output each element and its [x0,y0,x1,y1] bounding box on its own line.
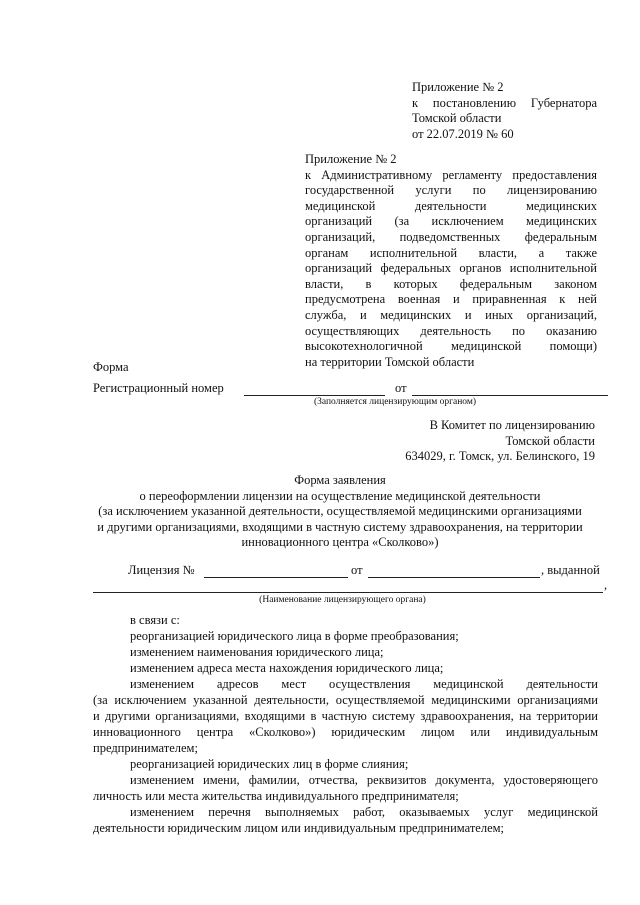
reglament-line: организаций федеральных органов исполнительной [305,261,597,276]
registration-date-field[interactable] [412,395,608,396]
license-issued-label: , выданной [541,563,600,577]
reasons-list [93,612,598,836]
reglament-line: органам исполнительной власти, а также [305,245,597,260]
header-appendix-line: к постановлению Губернатора [412,95,597,110]
addressee-line: В Комитет по лицензированию [429,418,595,432]
license-number-field[interactable] [204,577,348,578]
form-label: Форма [93,360,129,374]
reglament-line: медицинской деятельности медицинских [305,198,597,213]
registration-from-label: от [395,381,407,395]
reglament-line: предусмотрена военная и приравненная к ней [305,292,597,307]
form-title-line: инновационного центра «Сколково») [241,535,439,550]
reglament-line-last: на территории Томской области [305,354,475,369]
reglament-appendix [305,152,597,370]
form-title-line: о переоформлении лицензии на осуществление медицинской деятельности [139,488,541,503]
reglament-appendix-title: Приложение № 2 [305,152,397,166]
reglament-line: к Административному регламенту предоставления [305,167,597,182]
reasons-intro: в связи с: [130,613,180,627]
form-title [60,473,620,551]
reglament-line: высокотехнологичной медицинской помощи) [305,339,597,354]
reason-item: изменением перечня выполняемых работ, оказываемых услуг медицинской [130,805,598,819]
license-note: (Наименование лицензирующего органа) [259,595,426,605]
reglament-line: служба, и медицинских и иных организаций, [305,307,597,322]
reglament-line: государственной услуги по лицензированию [305,183,597,198]
registration-number-field[interactable] [244,395,385,396]
addressee-address: 634029, г. Томск, ул. Белинского, 19 [405,449,595,464]
reason-item-cont: деятельности юридическим лицом или индивидуальным предпринимателем; [93,821,505,835]
header-appendix-line: Томской области [412,111,502,126]
reason-item: изменением адреса места нахождения юридического лица; [130,661,444,675]
header-appendix [412,80,597,142]
reason-item-cont: личность или места жительства индивидуального предпринимателя; [93,789,459,803]
reason-item: изменением адресов мест осуществления медицинской деятельности [130,677,598,691]
license-comma: , [604,578,608,592]
reason-item-cont: инновационного центра «Сколково») юридическим лицом или индивидуальным [93,725,598,739]
reglament-line: осуществляющих деятельность по оказанию [305,323,597,338]
registration-label: Регистрационный номер [93,381,224,395]
reglament-line: организаций, подведомственных федеральным [305,229,597,244]
reason-item: изменением имени, фамилии, отчества, реквизитов документа, удостоверяющего [130,773,598,787]
addressee [380,418,595,465]
header-appendix-title: Приложение № 2 [412,80,504,94]
form-title-line: и другими организациями, входящими в частную систему здравоохранения, на территории [97,519,583,534]
license-from-label: от [351,563,363,577]
reglament-line: организаций (за исключением медицинских [305,214,597,229]
reason-item-cont: (за исключением указанной деятельности, осуществляемой медицинскими организациями [93,693,598,707]
reason-item-cont: предпринимателем; [93,741,198,755]
reglament-line: власти, в которых федеральным законом [305,276,597,291]
registration-note: (Заполняется лицензирующим органом) [313,397,477,407]
form-title-line: (за исключением указанной деятельности, осуществляемой медицинскими организациями [98,504,582,519]
license-label: Лицензия № [128,563,195,577]
header-appendix-date: от 22.07.2019 № 60 [412,126,514,141]
addressee-line: Томской области [505,433,595,448]
license-date-field[interactable] [368,577,540,578]
reason-item: реорганизацией юридических лиц в форме слияния; [130,757,409,771]
form-title-line: Форма заявления [294,473,386,487]
reason-item-cont: и другими организациями, входящими в частную систему здравоохранения, на территории [93,709,598,723]
licensing-authority-field[interactable] [93,592,603,593]
reason-item: изменением наименования юридического лица; [130,645,384,659]
reason-item: реорганизацией юридического лица в форме преобразования; [130,629,459,643]
